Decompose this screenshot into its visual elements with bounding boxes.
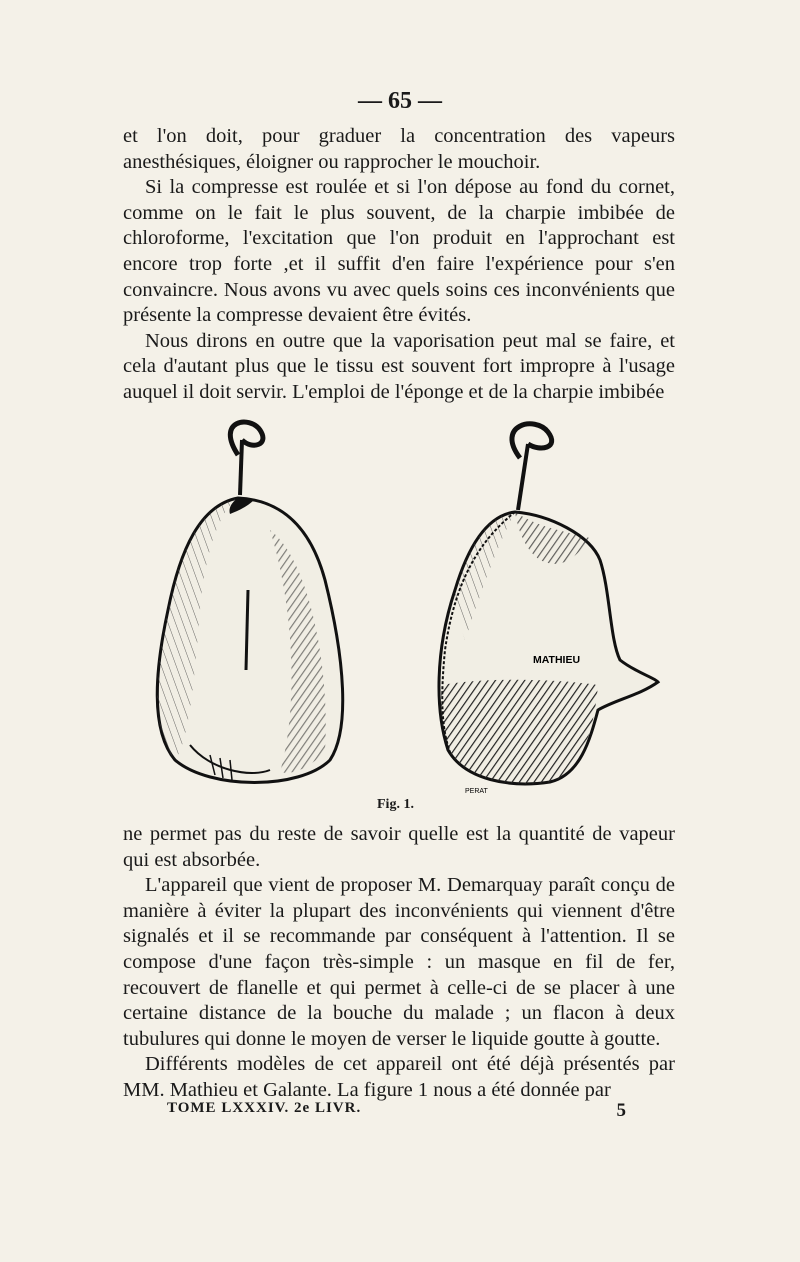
bottom-text-block bbox=[123, 822, 675, 1104]
left-mask-drawing bbox=[157, 422, 342, 782]
paragraph: Nous dirons en outre que la vaporisation peut mal se faire, et cela d'autant plus que le tissu est souvent fort impropre à l'usage auquel il doit servir. L'emploi de l'éponge et de la charpie imbibée bbox=[123, 329, 675, 403]
paragraph: L'appareil que vient de proposer M. Demarquay paraît conçu de manière à éviter la plupart des inconvénients qui viennent d'être signalés et il se recommande par conséquent à l'attention. Il se compose d'une façon très-simple : un masque en fil de fer, recouvert de flanelle et qui permet à celle-ci de se placer à une certaine distance de la bouche du malade ; un flacon à deux tubulures qui donne le moyen de verser le liquide goutte à goutte. bbox=[123, 874, 675, 1050]
figure-illustration bbox=[120, 410, 680, 820]
page-footer bbox=[167, 1100, 627, 1122]
paragraph: Si la compresse est roulée et si l'on dépose au fond du cornet, comme on le fait le plus souvent, de la charpie imbibée de chloroforme, l'excitation que l'on produit en l'approchant est encore trop forte ,et il suffit d'en faire l'expérience pour s'en convaincre. Nous avons vu avec quels soins ces inconvénients que présente la compresse devaient être évités. bbox=[123, 176, 675, 327]
mathieu-label: MATHIEU bbox=[533, 654, 581, 666]
right-mask-drawing bbox=[439, 424, 658, 795]
volume-label: TOME LXXXIV. 2e LIVR. bbox=[167, 1100, 362, 1116]
paragraph: ne permet pas du reste de savoir quelle est la quantité de vapeur qui est absorbée. bbox=[123, 823, 675, 871]
paragraph: Différents modèles de cet appareil ont été déjà présentés par MM. Mathieu et Galante. La figure 1 nous a été donnée par bbox=[123, 1053, 675, 1101]
page-number: — 65 — bbox=[358, 88, 442, 114]
paragraph: et l'on doit, pour graduer la concentration des vapeurs anesthésiques, éloigner ou rapprocher le mouchoir. bbox=[123, 125, 675, 173]
signature-mark: 5 bbox=[616, 1100, 627, 1121]
top-text-block bbox=[123, 124, 675, 406]
figure-caption: Fig. 1. bbox=[377, 797, 414, 812]
engraver-signature: PERAT bbox=[465, 788, 488, 795]
